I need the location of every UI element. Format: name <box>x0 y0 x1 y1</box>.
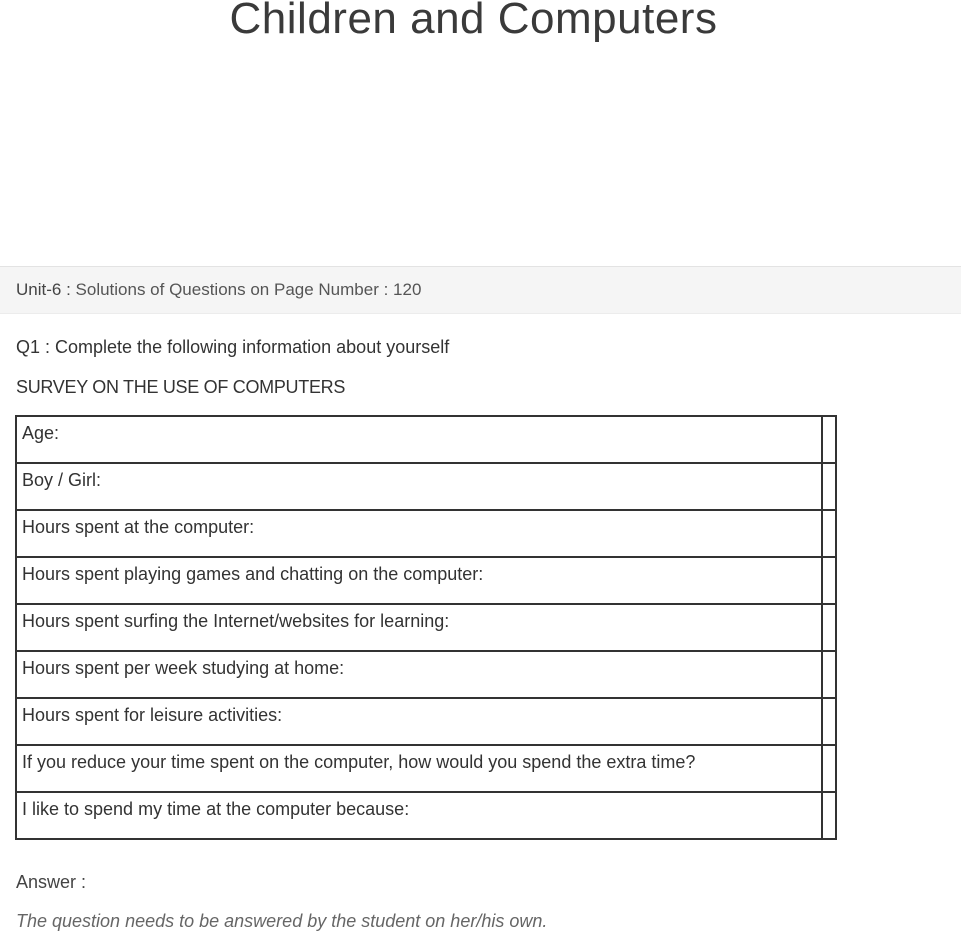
table-row <box>16 416 836 463</box>
table-row <box>16 510 836 557</box>
table-row <box>16 698 836 745</box>
row-value-cell <box>822 792 836 839</box>
row-label: I like to spend my time at the computer because: <box>16 792 822 839</box>
row-label: Hours spent at the computer: <box>16 510 822 557</box>
row-value-cell <box>822 557 836 604</box>
row-value-cell <box>822 510 836 557</box>
table-row <box>16 745 836 792</box>
unit-label: Unit-6 : <box>16 280 71 299</box>
unit-description: Solutions of Questions on Page Number : 120 <box>70 280 422 299</box>
table-row <box>16 651 836 698</box>
survey-title: SURVEY ON THE USE OF COMPUTERS <box>16 377 346 397</box>
answer-text: The question needs to be answered by the student on her/his own. <box>16 911 548 931</box>
row-value-cell <box>822 651 836 698</box>
unit-header-bar <box>0 266 961 314</box>
page-title: Children and Computers <box>229 0 718 43</box>
question-text: Q1 : Complete the following information about yourself <box>16 337 450 357</box>
row-value-cell <box>822 463 836 510</box>
row-label: Hours spent playing games and chatting on the computer: <box>16 557 822 604</box>
row-label: If you reduce your time spent on the computer, how would you spend the extra time? <box>16 745 822 792</box>
table-row <box>16 792 836 839</box>
row-value-cell <box>822 604 836 651</box>
row-value-cell <box>822 698 836 745</box>
table-row <box>16 463 836 510</box>
row-label: Hours spent surfing the Internet/websites for learning: <box>16 604 822 651</box>
row-label: Age: <box>16 416 822 463</box>
row-label: Boy / Girl: <box>16 463 822 510</box>
row-value-cell <box>822 745 836 792</box>
survey-table <box>15 415 837 840</box>
table-row <box>16 557 836 604</box>
answer-label: Answer : <box>16 872 87 892</box>
unit-heading <box>16 280 421 300</box>
row-value-cell <box>822 416 836 463</box>
table-row <box>16 604 836 651</box>
row-label: Hours spent for leisure activities: <box>16 698 822 745</box>
row-label: Hours spent per week studying at home: <box>16 651 822 698</box>
